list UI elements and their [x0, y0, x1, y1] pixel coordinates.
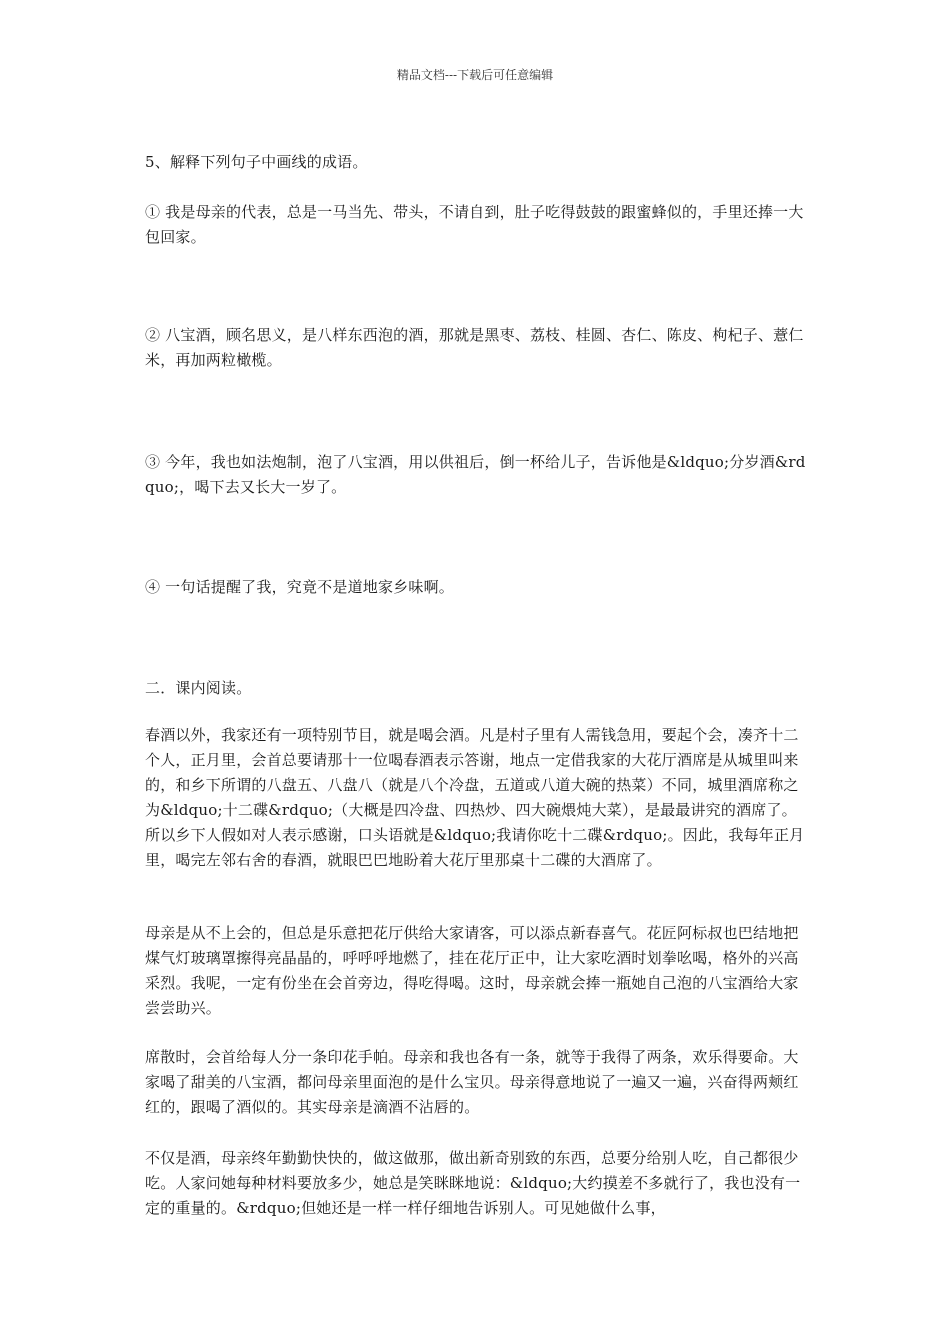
section-title: 二．课内阅读。	[145, 679, 252, 697]
question-item-1: ① 我是母亲的代表，总是一马当先、带头，不请自到，肚子吃得鼓鼓的跟蜜蜂似的，手里还捧一大包回家。	[145, 203, 804, 246]
page-header: 精品文档---下载后可任意编辑	[396, 68, 554, 82]
question-item-2: ② 八宝酒，顾名思义，是八样东西泡的酒，那就是黑枣、荔枝、桂圆、杏仁、陈皮、枸杞子、薏仁米，再加两粒橄榄。	[145, 326, 804, 369]
reading-paragraph-1: 春酒以外，我家还有一项特别节目，就是喝会酒。凡是村子里有人需钱急用，要起个会，凑齐十二个人，正月里，会首总要请那十一位喝春酒表示答谢，地点一定借我家的大花厅酒席是从城里叫来的，和乡下所谓的八盘五、八盘八（就是八个冷盘，五道或八道大碗的热菜）不同，城里酒席称之为&ldquo;十二碟&rdquo;（大概是四冷盘、四热炒、四大碗煨炖大菜），是最最讲究的酒席了。所以乡下人假如对人表示感谢，口头语就是&ldquo;我请你吃十二碟&rdquo;。因此，我每年正月里，喝完左邻右舍的春酒，就眼巴巴地盼着大花厅里那桌十二碟的大酒席了。	[145, 726, 805, 869]
question-title: 5、解释下列句子中画线的成语。	[145, 153, 368, 171]
question-item-4: ④ 一句话提醒了我，究竟不是道地家乡味啊。	[145, 578, 454, 596]
reading-paragraph-2: 母亲是从不上会的，但总是乐意把花厅供给大家请客，可以添点新春喜气。花匠阿标叔也巴结地把煤气灯玻璃罩擦得亮晶晶的，呼呼呼地燃了，挂在花厅正中，让大家吃酒时划拳吆喝，格外的兴高采烈。我呢，一定有份坐在会首旁边，得吃得喝。这时，母亲就会捧一瓶她自己泡的八宝酒给大家尝尝助兴。	[145, 924, 799, 1017]
question-item-3: ③ 今年，我也如法炮制，泡了八宝酒，用以供祖后，倒一杯给儿子，告诉他是&ldquo;分岁酒&rdquo;，喝下去又长大一岁了。	[145, 453, 806, 496]
reading-paragraph-4: 不仅是酒，母亲终年勤勤快快的，做这做那，做出新奇别致的东西，总要分给别人吃，自己都很少吃。人家问她每种材料要放多少，她总是笑眯眯地说：&ldquo;大约摸差不多就行了，我也没有一定的重量的。&rdquo;但她还是一样一样仔细地告诉别人。可见她做什么事，	[145, 1149, 801, 1217]
reading-paragraph-3: 席散时，会首给每人分一条印花手帕。母亲和我也各有一条，就等于我得了两条，欢乐得要命。大家喝了甜美的八宝酒，都问母亲里面泡的是什么宝贝。母亲得意地说了一遍又一遍，兴奋得两颊红红的，跟喝了酒似的。其实母亲是滴酒不沾唇的。	[145, 1048, 799, 1116]
